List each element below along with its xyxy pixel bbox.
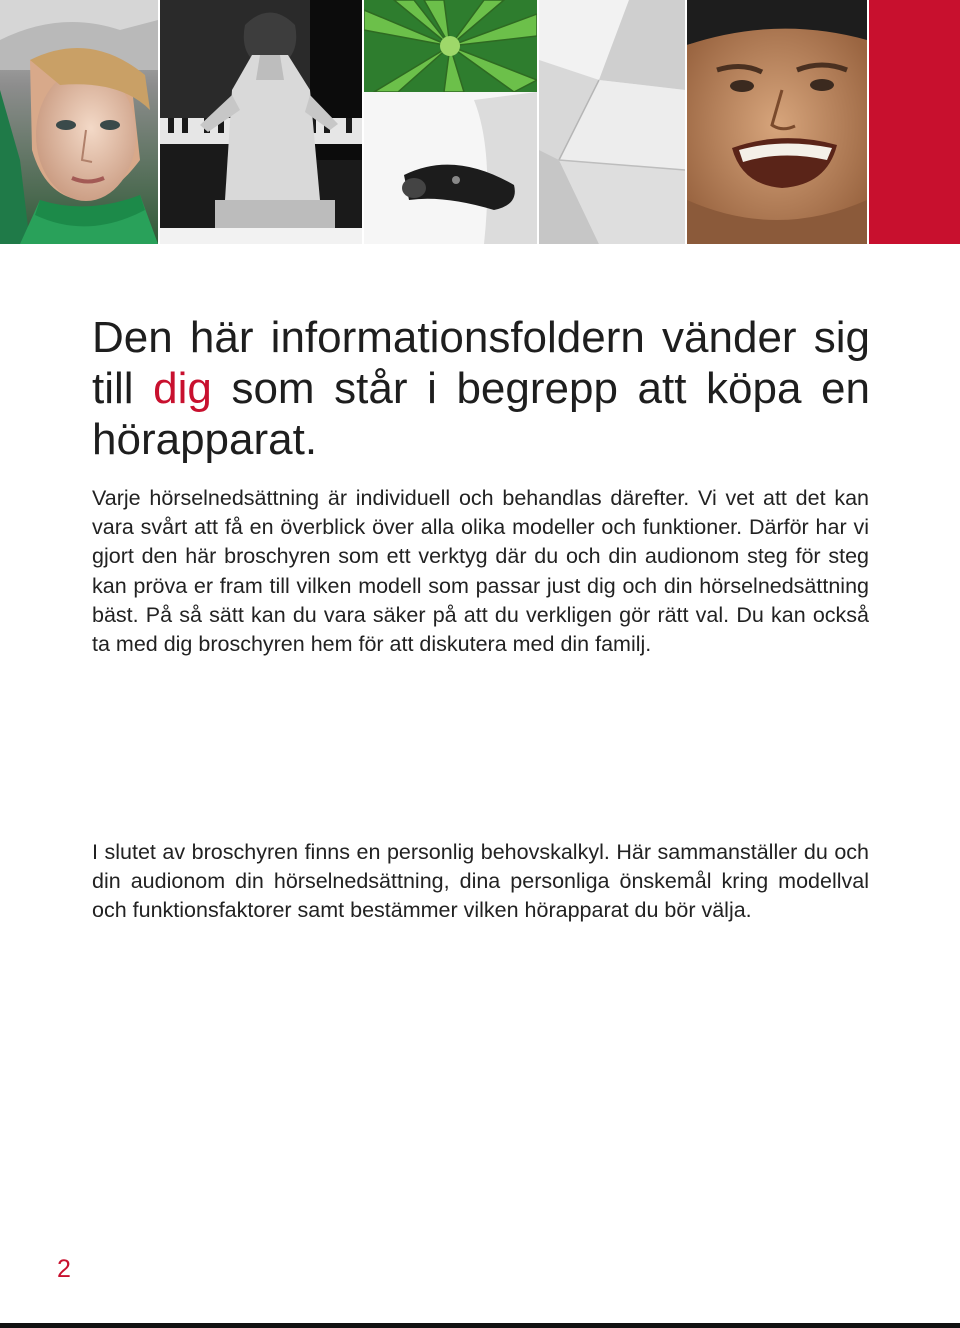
- headline-text-before: Den här informationsfoldern vänder sig till: [92, 313, 870, 413]
- headline-text-after: som står i begrepp att köpa en hörapparat.: [92, 364, 870, 464]
- smiling-man-portrait-photo: [687, 0, 867, 244]
- paper-folds-photo: [539, 0, 685, 244]
- bottom-rule: [0, 1323, 960, 1328]
- woman-green-portrait-photo: [0, 0, 158, 244]
- intro-paragraph: Varje hörselnedsättning är individuell och behandlas därefter. Vi vet att det kan vara svårt att få en överblick över alla olika modeller och funktioner. Därför har vi gjort den här broschyren som ett verktyg där du och din audionom steg för steg kan pröva er fram till vilken modell som passar just dig och din hörselnedsättning bäst. På så sätt kan du vara säker på att du verkligen gör rätt val. Du kan också ta med dig broschyren hem för att diskutera med din familj.: [92, 486, 869, 657]
- girl-at-piano-photo: [160, 0, 362, 244]
- photo-strip: [0, 0, 960, 246]
- red-edge-band: [869, 0, 960, 244]
- calculation-paragraph: I slutet av broschyren finns en personlig behovskalkyl. Här sammanställer du och din audionom din hörselnedsättning, dina personliga önskemål kring modellval och funktionsfaktorer samt bestämmer vilken hörapparat du bör välja.: [92, 840, 869, 923]
- succulent-and-hearing-aid-photo: [364, 0, 537, 244]
- page-number: 2: [57, 1255, 71, 1283]
- headline-highlight: dig: [153, 364, 212, 413]
- headline: [92, 312, 870, 465]
